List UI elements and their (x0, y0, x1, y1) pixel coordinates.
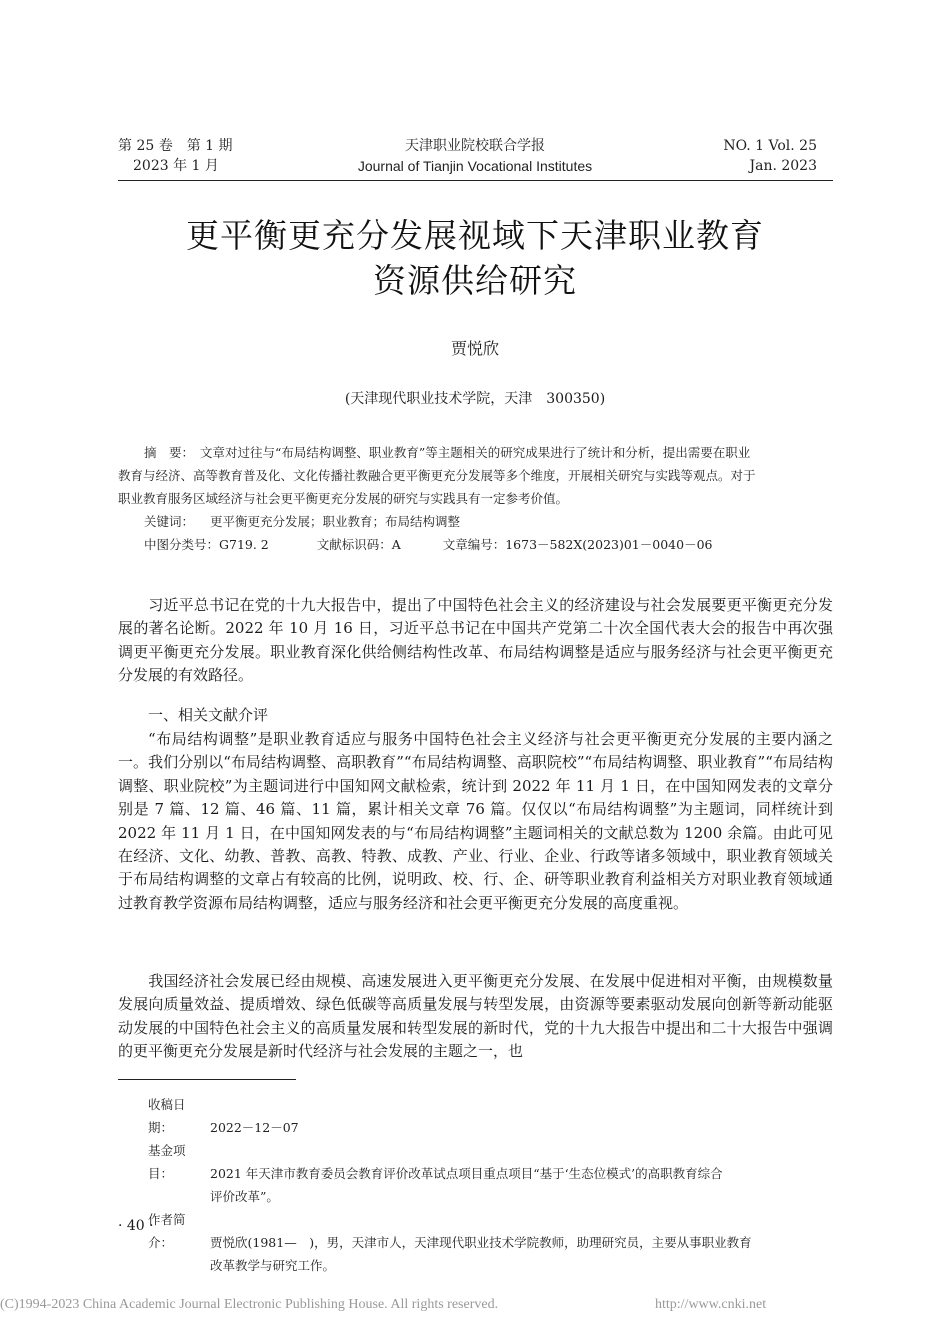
header-rule (118, 180, 833, 181)
article-number: 文章编号：1673－582X(2023)01－0040－06 (442, 537, 713, 552)
title-line-2: 资源供给研究 (373, 261, 577, 300)
header-journal-cn: 天津职业院校联合学报 (405, 138, 545, 154)
bio-label: 作者简介： (148, 1212, 186, 1250)
fund-line-2: 评价改革”。 (210, 1189, 279, 1204)
body-paragraph-1-text: 习近平总书记在党的十九大报告中，提出了中国特色社会主义的经济建设与社会发展要更平衡更充分发展的著名论断。2022 年 10 月 16 日，习近平总书记在中国共产党第二十次全国代表大会的报告中再次强调更平衡更充分发展。职业教育深化供给侧结构性改革、布局结构调整是适应与服务经济与社会更平衡更充分发展的有效路径。 (118, 596, 833, 685)
page-number: · 40 · (118, 1218, 154, 1234)
classification (118, 533, 833, 556)
body-paragraph-3-text: 我国经济社会发展已经由规模、高速发展进入更平衡更充分发展、在发展中促进相对平衡，由规模数量发展向质量效益、提质增效、绿色低碳等高质量发展与转型发展，由资源等要素驱动发展向创新等新动能驱动发展的中国特色社会主义的高质量发展和转型发展的新时代，党的十九大报告中提出和二十大报告中强调的更平衡更充分发展是新时代经济与社会发展的主题之一，也 (118, 972, 833, 1061)
author-bio (148, 1208, 828, 1254)
keywords-label: 关键词： (144, 514, 195, 529)
body-paragraph-2 (118, 728, 833, 915)
abstract-line-1 (118, 441, 833, 464)
author-name: 贾悦欣 (450, 339, 499, 358)
header-volume: 第 25 卷 第 1 期 (118, 138, 233, 154)
fund-project (148, 1139, 828, 1185)
fund-line-1: 2021 年天津市教育委员会教育评价改革试点项目重点项目“基于‘生态位模式’的高职教育综合 (210, 1166, 723, 1181)
clc-number: 中图分类号：G719. 2 (144, 537, 269, 552)
body-paragraph-2-text: “布局结构调整”是职业教育适应与服务中国特色社会主义经济与社会更平衡更充分发展的主要内涵之一。我们分别以“布局结构调整、高职教育”“布局结构调整、高职院校”“布局结构调整、职业教育”“布局结构调整、职业院校”为主题词进行中国知网文献检索，统计到 2022 年 11 月 1 日，在中国知网发表的文章分别是 7 篇、12 篇、46 篇、11 篇，累计相关文章 76 篇。仅仅以“布局结构调整”为主题词，同样统计到 2022 年 11 月 1 日，在中国知网发表的与“布局结构调整”主题词相关的文献总数为 1200 余篇。由此可见在经济、文化、幼教、普教、高教、特教、成教、产业、行业、企业、行政等诸多领域中，职业教育领域关于布局结构调整的文章占有较高的比例，说明政、校、行、企、研等职业教育利益相关方对职业教育领域通过教育教学资源布局结构调整，适应与服务经济和社会更平衡更充分发展的高度重视。 (118, 730, 833, 912)
received-date (148, 1093, 828, 1139)
cnki-url: http://www.cnki.net (655, 1297, 767, 1312)
abstract-label: 摘 要： (144, 445, 195, 460)
keywords-text: 更平衡更充分发展；职业教育；布局结构调整 (210, 514, 461, 529)
footnotes (148, 1093, 828, 1277)
copyright-notice: (C)1994-2023 China Academic Journal Electronic Publishing House. All rights reserved. (0, 1297, 499, 1312)
abstract (118, 441, 833, 556)
header-journal-en: Journal of Tianjin Vocational Institutes (357, 158, 593, 174)
section-heading-1: 一、相关文献介评 (148, 706, 269, 724)
abstract-text-1: 文章对过往与“布局结构调整、职业教育”等主题相关的研究成果进行了统计和分析，提出需要在职业 (200, 445, 751, 460)
body-paragraph-1 (118, 594, 833, 688)
received-label: 收稿日期： (148, 1097, 186, 1135)
affiliation: (天津现代职业技术学院，天津 300350) (344, 391, 606, 407)
bio-line-1: 贾悦欣(1981— )，男，天津市人，天津现代职业技术学院教师，助理研究员，主要从事职业教育 (210, 1235, 752, 1250)
title-line-1: 更平衡更充分发展视域下天津职业教育 (186, 216, 764, 255)
header-volume-en: NO. 1 Vol. 25 (723, 138, 817, 154)
abstract-line-3: 职业教育服务区域经济与社会更平衡更充分发展的研究与实践具有一定参考价值。 (118, 491, 569, 506)
document-code: 文献标识码：A (316, 537, 401, 552)
header-date-en: Jan. 2023 (749, 158, 817, 174)
received-value: 2022－12－07 (210, 1120, 299, 1135)
bio-line-2: 改革教学与研究工作。 (210, 1258, 336, 1273)
abstract-line-2: 教育与经济、高等教育普及化、文化传播社教融合更平衡更充分发展等多个维度，开展相关研究与实践等观点。对于 (118, 468, 756, 483)
footnote-rule (118, 1079, 296, 1080)
body-paragraph-3 (118, 970, 833, 1064)
keywords (118, 510, 833, 533)
fund-label: 基金项目： (148, 1143, 186, 1181)
header-date-cn: 2023 年 1 月 (133, 158, 219, 174)
